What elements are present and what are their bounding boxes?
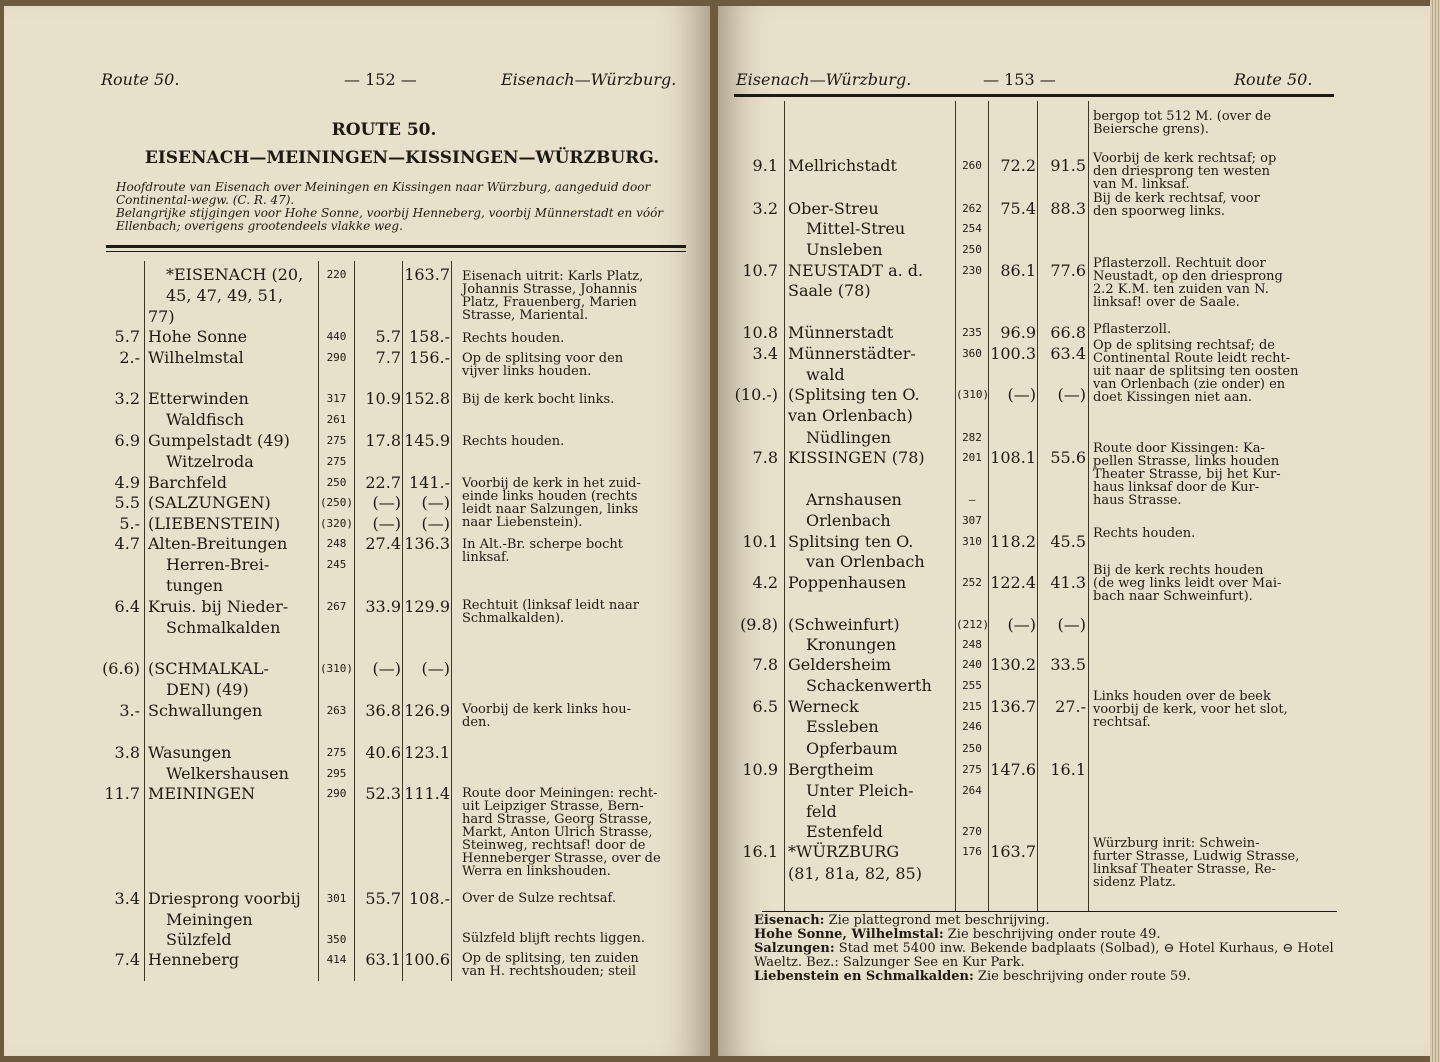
table-row <box>718 634 1418 655</box>
footnote-text: Zie plattegrond met beschrijving. <box>824 913 1050 928</box>
row-altitude: 220 <box>326 268 347 281</box>
row-km: 3.- <box>119 701 140 720</box>
row-km: 10.7 <box>742 261 778 280</box>
table-top-rule-thin <box>106 251 686 252</box>
row-distance-cumulative: 100.3 <box>990 344 1036 363</box>
row-place: Bergtheim <box>788 760 874 779</box>
row-km: 5.7 <box>114 327 140 346</box>
row-distance-remaining: 63.4 <box>1050 344 1086 363</box>
row-distance-cumulative: 17.8 <box>365 431 401 450</box>
row-distance-cumulative: 7.7 <box>375 348 401 367</box>
row-distance-cumulative: 55.7 <box>365 889 401 908</box>
row-place: Witzelroda <box>166 452 254 471</box>
row-place: Gumpelstadt (49) <box>148 431 290 450</box>
row-place: *EISENACH (20, <box>166 265 304 284</box>
footnote <box>754 970 1334 984</box>
left-page <box>4 6 710 1056</box>
row-place: Kronungen <box>806 635 897 654</box>
row-place: Driesprong voorbij <box>148 889 301 908</box>
row-place: Estenfeld <box>806 822 883 841</box>
row-altitude: 270 <box>962 825 982 838</box>
row-km: 10.1 <box>742 532 778 551</box>
row-altitude: 261 <box>326 413 347 426</box>
table-row <box>718 654 1418 675</box>
row-distance-remaining: 45.5 <box>1050 532 1086 551</box>
row-distance-remaining: (—) <box>421 514 450 533</box>
row-place: *WÜRZBURG <box>788 842 900 861</box>
table-row <box>718 759 1418 780</box>
header-page-number: — 152 — <box>344 70 417 89</box>
route-note: Eisenach uitrit: Karls Platz, Johannis Strasse, Johannis Platz, Frauenberg, Marien Strasse, Mariental. <box>462 269 644 323</box>
row-altitude: (310) <box>956 388 990 401</box>
row-distance-cumulative: 52.3 <box>365 784 401 803</box>
header-route: Route 50. <box>101 70 180 89</box>
row-place: Poppenhausen <box>788 573 907 592</box>
page-edges <box>1430 0 1440 1062</box>
row-distance-cumulative: 96.9 <box>1000 323 1036 342</box>
row-place: Herren-Brei- <box>166 555 270 574</box>
table-row <box>718 801 1418 822</box>
row-distance-cumulative: (—) <box>1007 615 1036 634</box>
route-note: Op de splitsing rechtsaf; de Continental Route leidt recht- uit naar de splitsing ten oosten van Orlenbach (zie onder) en doet Kissingen niet aan. <box>1093 338 1299 405</box>
row-altitude: (310) <box>319 662 354 675</box>
route-note: Rechtuit (linksaf leidt naar Schmalkalden). <box>462 598 640 626</box>
row-distance-remaining: 152.8 <box>404 389 450 408</box>
row-distance-remaining: 55.6 <box>1050 448 1086 467</box>
route-note: Route door Kissingen: Ka- pellen Strasse, links houden Theater Strasse, bij het Kur- haus linksaf door de Kur- haus Strasse. <box>1093 441 1281 508</box>
table-row <box>4 575 704 596</box>
row-altitude: (250) <box>319 496 354 509</box>
row-distance-remaining: (—) <box>1057 385 1086 404</box>
table-row <box>718 780 1418 801</box>
row-km: 11.7 <box>104 784 140 803</box>
row-place: KISSINGEN (78) <box>788 448 925 467</box>
right-page <box>718 6 1430 1056</box>
route-note: Route door Meiningen: recht- uit Leipziger Strasse, Bern- hard Strasse, Georg Strasse, Markt, Anton Ulrich Strasse, Steinweg, rechtsaf! door de Henneberger Strasse, over de Werra en linkshouden. <box>462 786 661 879</box>
row-distance-remaining: 158.- <box>408 327 450 346</box>
route-note: Voorbij de kerk rechtsaf; op den driesprong ten westen van M. linksaf. <box>1093 151 1277 192</box>
row-altitude: 267 <box>326 600 347 613</box>
row-km: 2.- <box>119 348 140 367</box>
row-place: van Orlenbach) <box>788 406 913 425</box>
header-title: Eisenach—Würzburg. <box>501 70 677 89</box>
row-distance-remaining: (—) <box>1057 615 1086 634</box>
row-km: 7.8 <box>752 655 778 674</box>
row-altitude: 252 <box>962 576 982 589</box>
row-altitude: 307 <box>962 514 982 527</box>
row-distance-cumulative: 122.4 <box>990 573 1036 592</box>
row-altitude: 248 <box>326 537 347 550</box>
row-km: 4.7 <box>114 534 140 553</box>
row-altitude: 250 <box>326 476 347 489</box>
route-intro: Hoofdroute van Eisenach over Meiningen en Kissingen naar Würzburg, aangeduid door Continental-wegw. (C. R. 47). Belangrijke stijgingen voor Hohe Sonne, voorbij Henneberg, voorbij Münnerstadt en vóór Ellenbach; overigens grootendeels vlakke weg. <box>116 180 664 233</box>
row-distance-cumulative: 136.7 <box>990 697 1036 716</box>
row-distance-remaining: 91.5 <box>1050 156 1086 175</box>
row-place: (LIEBENSTEIN) <box>148 514 281 533</box>
table-row <box>4 658 704 679</box>
route-subheading: EISENACH—MEININGEN—KISSINGEN—WÜRZBURG. <box>144 148 660 168</box>
row-altitude: 295 <box>326 767 347 780</box>
footnotes <box>754 914 1334 984</box>
row-place: Kruis. bij Nieder- <box>148 597 289 616</box>
row-km: 4.2 <box>752 573 778 592</box>
row-altitude: 282 <box>962 431 982 444</box>
route-note: Pflasterzoll. Rechtuit door Neustadt, op den driesprong 2.2 K.M. ten zuiden van N. linksaf! over de Saale. <box>1093 256 1283 310</box>
row-place: Schackenwerth <box>806 676 932 695</box>
row-place: Geldersheim <box>788 655 891 674</box>
row-place: Splitsing ten O. <box>788 532 914 551</box>
footnote <box>754 928 1334 942</box>
row-place: wald <box>806 365 845 384</box>
row-place: Nüdlingen <box>806 428 892 447</box>
table-row <box>4 451 704 472</box>
row-place: Saale (78) <box>788 281 871 300</box>
row-altitude: 262 <box>962 202 982 215</box>
row-place: Arnshausen <box>806 490 902 509</box>
row-place: Münnerstädter- <box>788 344 916 363</box>
table-row <box>4 409 704 430</box>
row-place: Münnerstadt <box>788 323 894 342</box>
footnote-text: Stad met 5400 inw. Bekende badplaats (Solbad), ⊖ Hotel Kurhaus, ⊖ Hotel Waeltz. Bez.: Salzunger See en Kur Park. <box>754 941 1334 970</box>
row-km: 4.9 <box>114 473 140 492</box>
row-distance-remaining: 88.3 <box>1050 199 1086 218</box>
route-note: Sülzfeld blijft rechts liggen. <box>462 931 645 946</box>
row-distance-remaining: 108.- <box>408 889 450 908</box>
row-altitude: 275 <box>326 434 347 447</box>
row-place: Schmalkalden <box>166 618 281 637</box>
row-distance-cumulative: 130.2 <box>990 655 1036 674</box>
footnote <box>754 942 1334 970</box>
table-row <box>718 218 1418 239</box>
row-altitude: 260 <box>962 159 982 172</box>
row-altitude: — <box>968 493 976 506</box>
footnote-place: Hohe Sonne, Wilhelmstal: <box>754 927 944 942</box>
route-note: Bij de kerk bocht links. <box>462 392 615 407</box>
route-note: Bij de kerk rechts houden (de weg links leidt over Mai- bach naar Schweinfurt). <box>1093 563 1282 604</box>
row-altitude: 275 <box>326 746 347 759</box>
row-distance-cumulative: 86.1 <box>1000 261 1036 280</box>
row-km: 3.4 <box>752 344 778 363</box>
row-distance-cumulative: 22.7 <box>365 473 401 492</box>
table-row <box>718 405 1418 426</box>
route-note: Voorbij de kerk in het zuid- einde links houden (rechts leidt naar Salzungen, links naar Liebenstein). <box>462 476 641 530</box>
row-altitude: 245 <box>326 558 347 571</box>
row-km: 7.4 <box>114 950 140 969</box>
table-row <box>718 738 1418 759</box>
row-place: (81, 81a, 82, 85) <box>788 864 922 883</box>
row-place: Orlenbach <box>806 511 891 530</box>
row-distance-remaining: 33.5 <box>1050 655 1086 674</box>
row-altitude: 248 <box>962 638 982 651</box>
row-distance-remaining: 27.- <box>1055 697 1086 716</box>
row-place: DEN) (49) <box>166 680 249 699</box>
table-row <box>4 679 704 700</box>
row-distance-remaining: 136.3 <box>404 534 450 553</box>
row-km: 3.4 <box>114 889 140 908</box>
row-distance-cumulative: 75.4 <box>1000 199 1036 218</box>
route-note: Over de Sulze rechtsaf. <box>462 891 616 906</box>
header-route: Route 50. <box>1234 70 1313 89</box>
row-place: NEUSTADT a. d. <box>788 261 924 280</box>
row-place: 45, 47, 49, 51, <box>166 286 284 305</box>
row-place: Mellrichstadt <box>788 156 897 175</box>
row-place: Unter Pleich- <box>806 781 914 800</box>
row-altitude: 275 <box>962 763 982 776</box>
row-distance-remaining: 100.6 <box>404 950 450 969</box>
route-note: Links houden over de beek voorbij de kerk, voor het slot, rechtsaf. <box>1093 689 1288 730</box>
row-place: Alten-Breitungen <box>148 534 288 553</box>
row-km: 6.9 <box>114 431 140 450</box>
row-distance-remaining: 123.1 <box>404 743 450 762</box>
header-page-number: — 153 — <box>983 70 1056 89</box>
row-altitude: 440 <box>326 330 347 343</box>
row-km: 9.1 <box>752 156 778 175</box>
row-distance-cumulative: 118.2 <box>990 532 1036 551</box>
row-altitude: 254 <box>962 222 982 235</box>
row-km: 7.8 <box>752 448 778 467</box>
row-distance-cumulative: 63.1 <box>365 950 401 969</box>
table-row <box>4 763 704 784</box>
row-altitude: 201 <box>962 451 982 464</box>
row-altitude: 301 <box>326 892 347 905</box>
row-place: Barchfeld <box>148 473 227 492</box>
row-altitude: 290 <box>326 351 347 364</box>
row-distance-cumulative: 33.9 <box>365 597 401 616</box>
row-km: 10.9 <box>742 760 778 779</box>
row-place: Essleben <box>806 717 879 736</box>
route-note: Op de splitsing voor den vijver links houden. <box>462 351 624 379</box>
row-distance-cumulative: (—) <box>1007 385 1036 404</box>
row-altitude: 240 <box>962 658 982 671</box>
row-altitude: (320) <box>319 517 354 530</box>
row-distance-remaining: (—) <box>421 659 450 678</box>
footnote-text: Zie beschrijving onder route 59. <box>973 969 1191 984</box>
row-place: (SCHMALKAL- <box>148 659 269 678</box>
route-note: Rechts houden. <box>1093 526 1196 541</box>
row-distance-remaining: 129.9 <box>404 597 450 616</box>
row-altitude: 317 <box>326 392 347 405</box>
row-km: 5.5 <box>114 493 140 512</box>
row-km: 3.8 <box>114 743 140 762</box>
row-km: 10.8 <box>742 323 778 342</box>
row-altitude: 250 <box>962 742 982 755</box>
row-km: 6.4 <box>114 597 140 616</box>
row-place: feld <box>806 802 837 821</box>
route-note: In Alt.-Br. scherpe bocht linksaf. <box>462 537 623 565</box>
row-place: Henneberg <box>148 950 240 969</box>
table-top-rule <box>734 94 1334 97</box>
row-distance-remaining: 66.8 <box>1050 323 1086 342</box>
row-altitude: 230 <box>962 264 982 277</box>
row-distance-remaining: 145.9 <box>404 431 450 450</box>
row-distance-remaining: 156.- <box>408 348 450 367</box>
row-altitude: 310 <box>962 535 982 548</box>
header-title: Eisenach—Würzburg. <box>736 70 912 89</box>
row-distance-remaining: (—) <box>421 493 450 512</box>
row-distance-cumulative: 72.2 <box>1000 156 1036 175</box>
row-distance-cumulative: 147.6 <box>990 760 1036 779</box>
row-km: 6.5 <box>752 697 778 716</box>
table-row <box>4 909 704 930</box>
footnote-place: Eisenach: <box>754 913 825 928</box>
row-km: 16.1 <box>742 842 778 861</box>
row-distance-remaining: 111.4 <box>404 784 450 803</box>
row-altitude: 235 <box>962 326 982 339</box>
footnote <box>754 914 1334 928</box>
row-place: Etterwinden <box>148 389 249 408</box>
row-distance-cumulative: (—) <box>372 493 401 512</box>
row-altitude: 360 <box>962 347 982 360</box>
route-note: Rechts houden. <box>462 434 565 449</box>
row-place: (Splitsing ten O. <box>788 385 920 404</box>
row-km: 5.- <box>119 514 140 533</box>
row-place: Sülzfeld <box>166 930 232 949</box>
row-distance-cumulative: 36.8 <box>365 701 401 720</box>
route-note: Würzburg inrit: Schwein- furter Strasse, Ludwig Strasse, linksaf Theater Strasse, Re- sidenz Platz. <box>1093 836 1300 890</box>
route-note: bergop tot 512 M. (over de Beiersche grens). <box>1093 109 1272 137</box>
row-distance-remaining: 41.3 <box>1050 573 1086 592</box>
row-altitude: 246 <box>962 720 982 733</box>
row-place: Welkershausen <box>166 764 289 783</box>
row-altitude: 350 <box>326 933 347 946</box>
footnote-rule <box>762 911 1337 912</box>
row-altitude: 290 <box>326 787 347 800</box>
row-place: Ober-Streu <box>788 199 879 218</box>
row-place: MEININGEN <box>148 784 256 803</box>
row-altitude: 176 <box>962 845 982 858</box>
row-place: Wasungen <box>148 743 232 762</box>
table-top-rule <box>106 245 686 248</box>
row-altitude: 414 <box>326 953 347 966</box>
row-place: 77) <box>148 307 175 326</box>
footnote-place: Liebenstein en Schmalkalden: <box>754 969 974 984</box>
route-heading: ROUTE 50. <box>331 120 437 140</box>
row-distance-remaining: 16.1 <box>1050 760 1086 779</box>
row-distance-cumulative: (—) <box>372 659 401 678</box>
row-distance-cumulative: 40.6 <box>365 743 401 762</box>
footnote-place: Salzungen: <box>754 941 835 956</box>
row-distance-remaining: 141.- <box>408 473 450 492</box>
route-note: Pflasterzoll. <box>1093 322 1172 337</box>
row-altitude: 275 <box>326 455 347 468</box>
row-distance-cumulative: 5.7 <box>375 327 401 346</box>
row-place: (SALZUNGEN) <box>148 493 271 512</box>
row-distance-cumulative: 10.9 <box>365 389 401 408</box>
row-km: (10.-) <box>734 385 778 404</box>
row-km: (9.8) <box>740 615 778 634</box>
row-place: Waldfisch <box>166 410 245 429</box>
route-note: Voorbij de kerk links hou- den. <box>462 702 631 730</box>
row-distance-cumulative: 108.1 <box>990 448 1036 467</box>
row-distance-remaining: 77.6 <box>1050 261 1086 280</box>
row-km: 3.2 <box>114 389 140 408</box>
row-place: Hohe Sonne <box>148 327 248 346</box>
row-distance-remaining: 163.7 <box>404 265 450 284</box>
row-place: Schwallungen <box>148 701 263 720</box>
row-place: Unsleben <box>806 240 883 259</box>
row-place: Werneck <box>788 697 859 716</box>
row-place: Wilhelmstal <box>148 348 244 367</box>
route-note: Rechts houden. <box>462 331 565 346</box>
route-note: Op de splitsing, ten zuiden van H. rechtshouden; steil <box>462 951 639 979</box>
row-place: Opferbaum <box>806 739 898 758</box>
row-km: 3.2 <box>752 199 778 218</box>
row-place: Meiningen <box>166 910 253 929</box>
row-altitude: 215 <box>962 700 982 713</box>
row-km: (6.6) <box>102 659 140 678</box>
row-distance-remaining: 126.9 <box>404 701 450 720</box>
row-altitude: 255 <box>962 679 982 692</box>
row-altitude: 263 <box>326 704 347 717</box>
row-altitude: 264 <box>962 784 982 797</box>
table-row <box>718 614 1418 635</box>
route-note: Bij de kerk rechtsaf, voor den spoorweg links. <box>1093 191 1260 219</box>
footnote-text: Zie beschrijving onder route 49. <box>943 927 1161 942</box>
row-distance-cumulative: 27.4 <box>365 534 401 553</box>
row-altitude: 250 <box>962 243 982 256</box>
row-place: Mittel-Streu <box>806 219 906 238</box>
row-place: tungen <box>166 576 224 595</box>
row-altitude: (212) <box>956 618 990 631</box>
row-place: van Orlenbach <box>806 552 925 571</box>
row-distance-cumulative: 163.7 <box>990 842 1036 861</box>
row-place: (Schweinfurt) <box>788 615 900 634</box>
table-row <box>4 742 704 763</box>
row-distance-cumulative: (—) <box>372 514 401 533</box>
